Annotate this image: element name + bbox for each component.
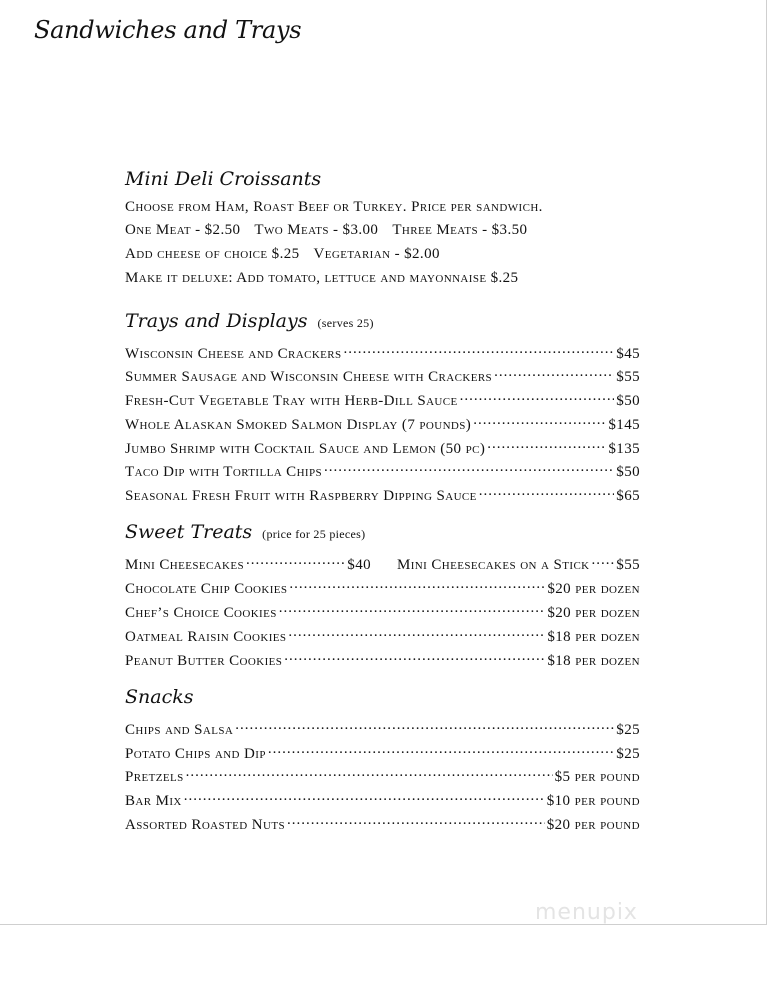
dot-leader (268, 740, 614, 758)
two-meats-price: Two Meats - $3.00 (254, 222, 379, 238)
menu-item (125, 363, 640, 383)
watermark-logo: menupix (535, 900, 638, 925)
item-name: Bar Mix (125, 793, 182, 809)
item-price: $5 per pound (554, 769, 640, 785)
dot-leader (494, 363, 614, 381)
menu-item (125, 458, 640, 478)
menu-item (125, 551, 371, 571)
add-cheese-price: Add cheese of choice $.25 (125, 246, 300, 262)
item-name: Whole Alaskan Smoked Salmon Display (7 pounds) (125, 417, 472, 433)
menu-item (125, 647, 640, 667)
dot-leader (186, 763, 553, 781)
croissant-deluxe: Make it deluxe: Add tomato, lettuce and mayonnaise $.25 (125, 270, 519, 286)
menu-item (125, 763, 640, 783)
item-name: Fresh-Cut Vegetable Tray with Herb-Dill Sauce (125, 393, 458, 409)
item-price: $50 (616, 464, 640, 480)
dot-leader (246, 551, 345, 569)
dot-leader (324, 458, 614, 476)
vegetarian-price: Vegetarian - $2.00 (313, 246, 440, 262)
item-price: $55 (616, 557, 640, 573)
section-heading-treats (125, 521, 365, 543)
menu-item (125, 482, 640, 502)
item-price: $65 (616, 488, 640, 504)
treats-note: (price for 25 pieces) (262, 527, 366, 541)
menu-item (125, 575, 640, 595)
item-price: $55 (616, 369, 640, 385)
item-name: Chips and Salsa (125, 722, 234, 738)
trays-note: (serves 25) (317, 316, 374, 330)
item-price: $20 per dozen (547, 581, 640, 597)
section-heading-trays (125, 310, 374, 332)
dot-leader (487, 435, 606, 453)
item-name: Wisconsin Cheese and Crackers (125, 346, 342, 362)
item-name: Pretzels (125, 769, 184, 785)
menu-item (397, 551, 640, 571)
item-name: Peanut Butter Cookies (125, 653, 283, 669)
one-meat-price: One Meat - $2.50 (125, 222, 241, 238)
item-name: Seasonal Fresh Fruit with Raspberry Dipping Sauce (125, 488, 477, 504)
item-name: Summer Sausage and Wisconsin Cheese with Crackers (125, 369, 493, 385)
menu-item (125, 623, 640, 643)
menu-item (125, 340, 640, 360)
item-name: Jumbo Shrimp with Cocktail Sauce and Lemon (50 pc) (125, 441, 486, 457)
croissant-extras (125, 246, 640, 263)
dot-leader (235, 716, 614, 734)
item-price: $50 (616, 393, 640, 409)
item-price: $18 per dozen (547, 629, 640, 645)
dot-leader (479, 482, 615, 500)
menu-item (125, 599, 640, 619)
item-name: Potato Chips and Dip (125, 746, 266, 762)
item-name: Chocolate Chip Cookies (125, 581, 288, 597)
item-name: Mini Cheesecakes (125, 557, 245, 573)
trays-heading-text: Trays and Displays (125, 310, 308, 332)
item-price: $18 per dozen (547, 653, 640, 669)
dot-leader (473, 411, 606, 429)
dot-leader (184, 787, 545, 805)
menu-item (125, 740, 640, 760)
item-price: $40 (347, 557, 371, 573)
section-heading-snacks: Snacks (125, 686, 194, 708)
dot-leader (592, 551, 615, 569)
item-name: Mini Cheesecakes on a Stick (397, 557, 590, 573)
menu-item (125, 411, 640, 431)
dot-leader (289, 575, 545, 593)
dot-leader (279, 599, 546, 617)
item-price: $135 (608, 441, 640, 457)
page-title: Sandwiches and Trays (34, 16, 302, 44)
dot-leader (288, 623, 545, 641)
croissant-meat-prices (125, 222, 640, 239)
item-name: Oatmeal Raisin Cookies (125, 629, 287, 645)
item-price: $145 (608, 417, 640, 433)
croissant-description: Choose from Ham, Roast Beef or Turkey. Price per sandwich. (125, 199, 543, 215)
item-price: $20 per dozen (547, 605, 640, 621)
item-name: Chef’s Choice Cookies (125, 605, 277, 621)
menu-item (125, 387, 640, 407)
menu-item (125, 435, 640, 455)
dot-leader (287, 811, 545, 829)
treats-heading-text: Sweet Treats (125, 521, 253, 543)
dot-leader (344, 340, 615, 358)
menu-item (125, 716, 640, 736)
item-price: $25 (616, 746, 640, 762)
dot-leader (460, 387, 615, 405)
item-price: $10 per pound (546, 793, 640, 809)
dot-leader (284, 647, 545, 665)
item-name: Assorted Roasted Nuts (125, 817, 285, 833)
menu-item (125, 811, 640, 831)
section-heading-croissants: Mini Deli Croissants (125, 168, 322, 190)
item-name: Taco Dip with Tortilla Chips (125, 464, 323, 480)
item-price: $45 (616, 346, 640, 362)
three-meats-price: Three Meats - $3.50 (392, 222, 528, 238)
item-price: $20 per pound (546, 817, 640, 833)
item-price: $25 (616, 722, 640, 738)
menu-item (125, 787, 640, 807)
